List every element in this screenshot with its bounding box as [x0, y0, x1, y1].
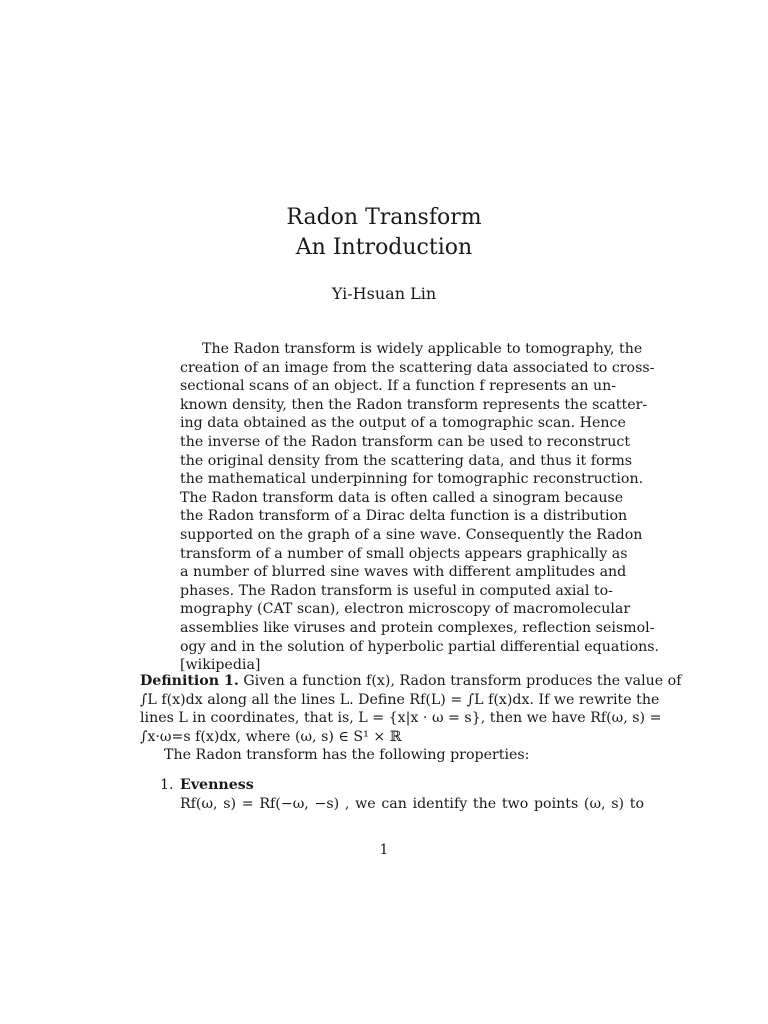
definition-line-3: lines L in coordinates, that is, L = {x|x · ω = s}, then we have Rf(ω, s) =	[140, 710, 662, 727]
paper-title-line-1: Radon Transform	[286, 205, 482, 230]
definition-label: Definition 1.	[140, 673, 239, 689]
abstract-line: the inverse of the Radon transform can be used to reconstruct	[180, 433, 631, 450]
abstract-line: ogy and in the solution of hyperbolic partial differential equations.	[180, 638, 660, 655]
abstract-line: ing data obtained as the output of a tomographic scan. Hence	[180, 415, 626, 432]
property-name: Evenness	[180, 777, 254, 793]
page-number: 1	[379, 842, 389, 858]
abstract-line: transform of a number of small objects appears graphically as	[180, 545, 628, 562]
properties-intro: The Radon transform has the following properties:	[164, 747, 530, 764]
abstract-line: phases. The Radon transform is useful in computed axial to-	[180, 582, 613, 599]
abstract-line: The Radon transform is widely applicable to tomography, the	[202, 341, 643, 357]
abstract-line: known density, then the Radon transform represents the scatter-	[180, 396, 648, 413]
paper-title-line-2: An Introduction	[295, 235, 473, 260]
definition-block	[140, 672, 682, 765]
property-item-heading	[160, 776, 644, 795]
property-text: Rf(ω, s) = Rf(−ω, −s) , we can identify the two points (ω, s) to	[180, 795, 644, 812]
abstract-line: sectional scans of an object. If a function f represents an un-	[180, 378, 617, 395]
definition-line-1	[140, 672, 682, 691]
abstract-line: mography (CAT scan), electron microscopy of macromolecular	[180, 601, 631, 618]
abstract-citation: [wikipedia]	[180, 657, 261, 674]
abstract-line: the original density from the scattering data, and thus it forms	[180, 452, 633, 469]
paper-author: Yi-Hsuan Lin	[331, 284, 437, 303]
abstract-line: The Radon transform data is often called a sinogram because	[180, 489, 624, 506]
abstract-line: assemblies like viruses and protein complexes, reflection seismol-	[180, 619, 655, 636]
definition-text: Given a function f(x), Radon transform produces the value of	[243, 673, 682, 689]
properties-list	[160, 776, 644, 813]
abstract-line: the mathematical underpinning for tomographic reconstruction.	[180, 471, 644, 488]
property-number: 1.	[160, 777, 174, 793]
abstract-line: creation of an image from the scattering data associated to cross-	[180, 359, 655, 376]
abstract	[180, 340, 660, 675]
abstract-line: a number of blurred sine waves with different amplitudes and	[180, 564, 627, 581]
definition-line-2: ∫L f(x)dx along all the lines L. Define Rf(L) = ∫L f(x)dx. If we rewrite the	[140, 691, 660, 708]
abstract-line: the Radon transform of a Dirac delta function is a distribution	[180, 508, 628, 525]
abstract-line: supported on the graph of a sine wave. Consequently the Radon	[180, 526, 643, 543]
definition-line-4: ∫x·ω=s f(x)dx, where (ω, s) ∈ S¹ × ℝ	[140, 728, 402, 745]
